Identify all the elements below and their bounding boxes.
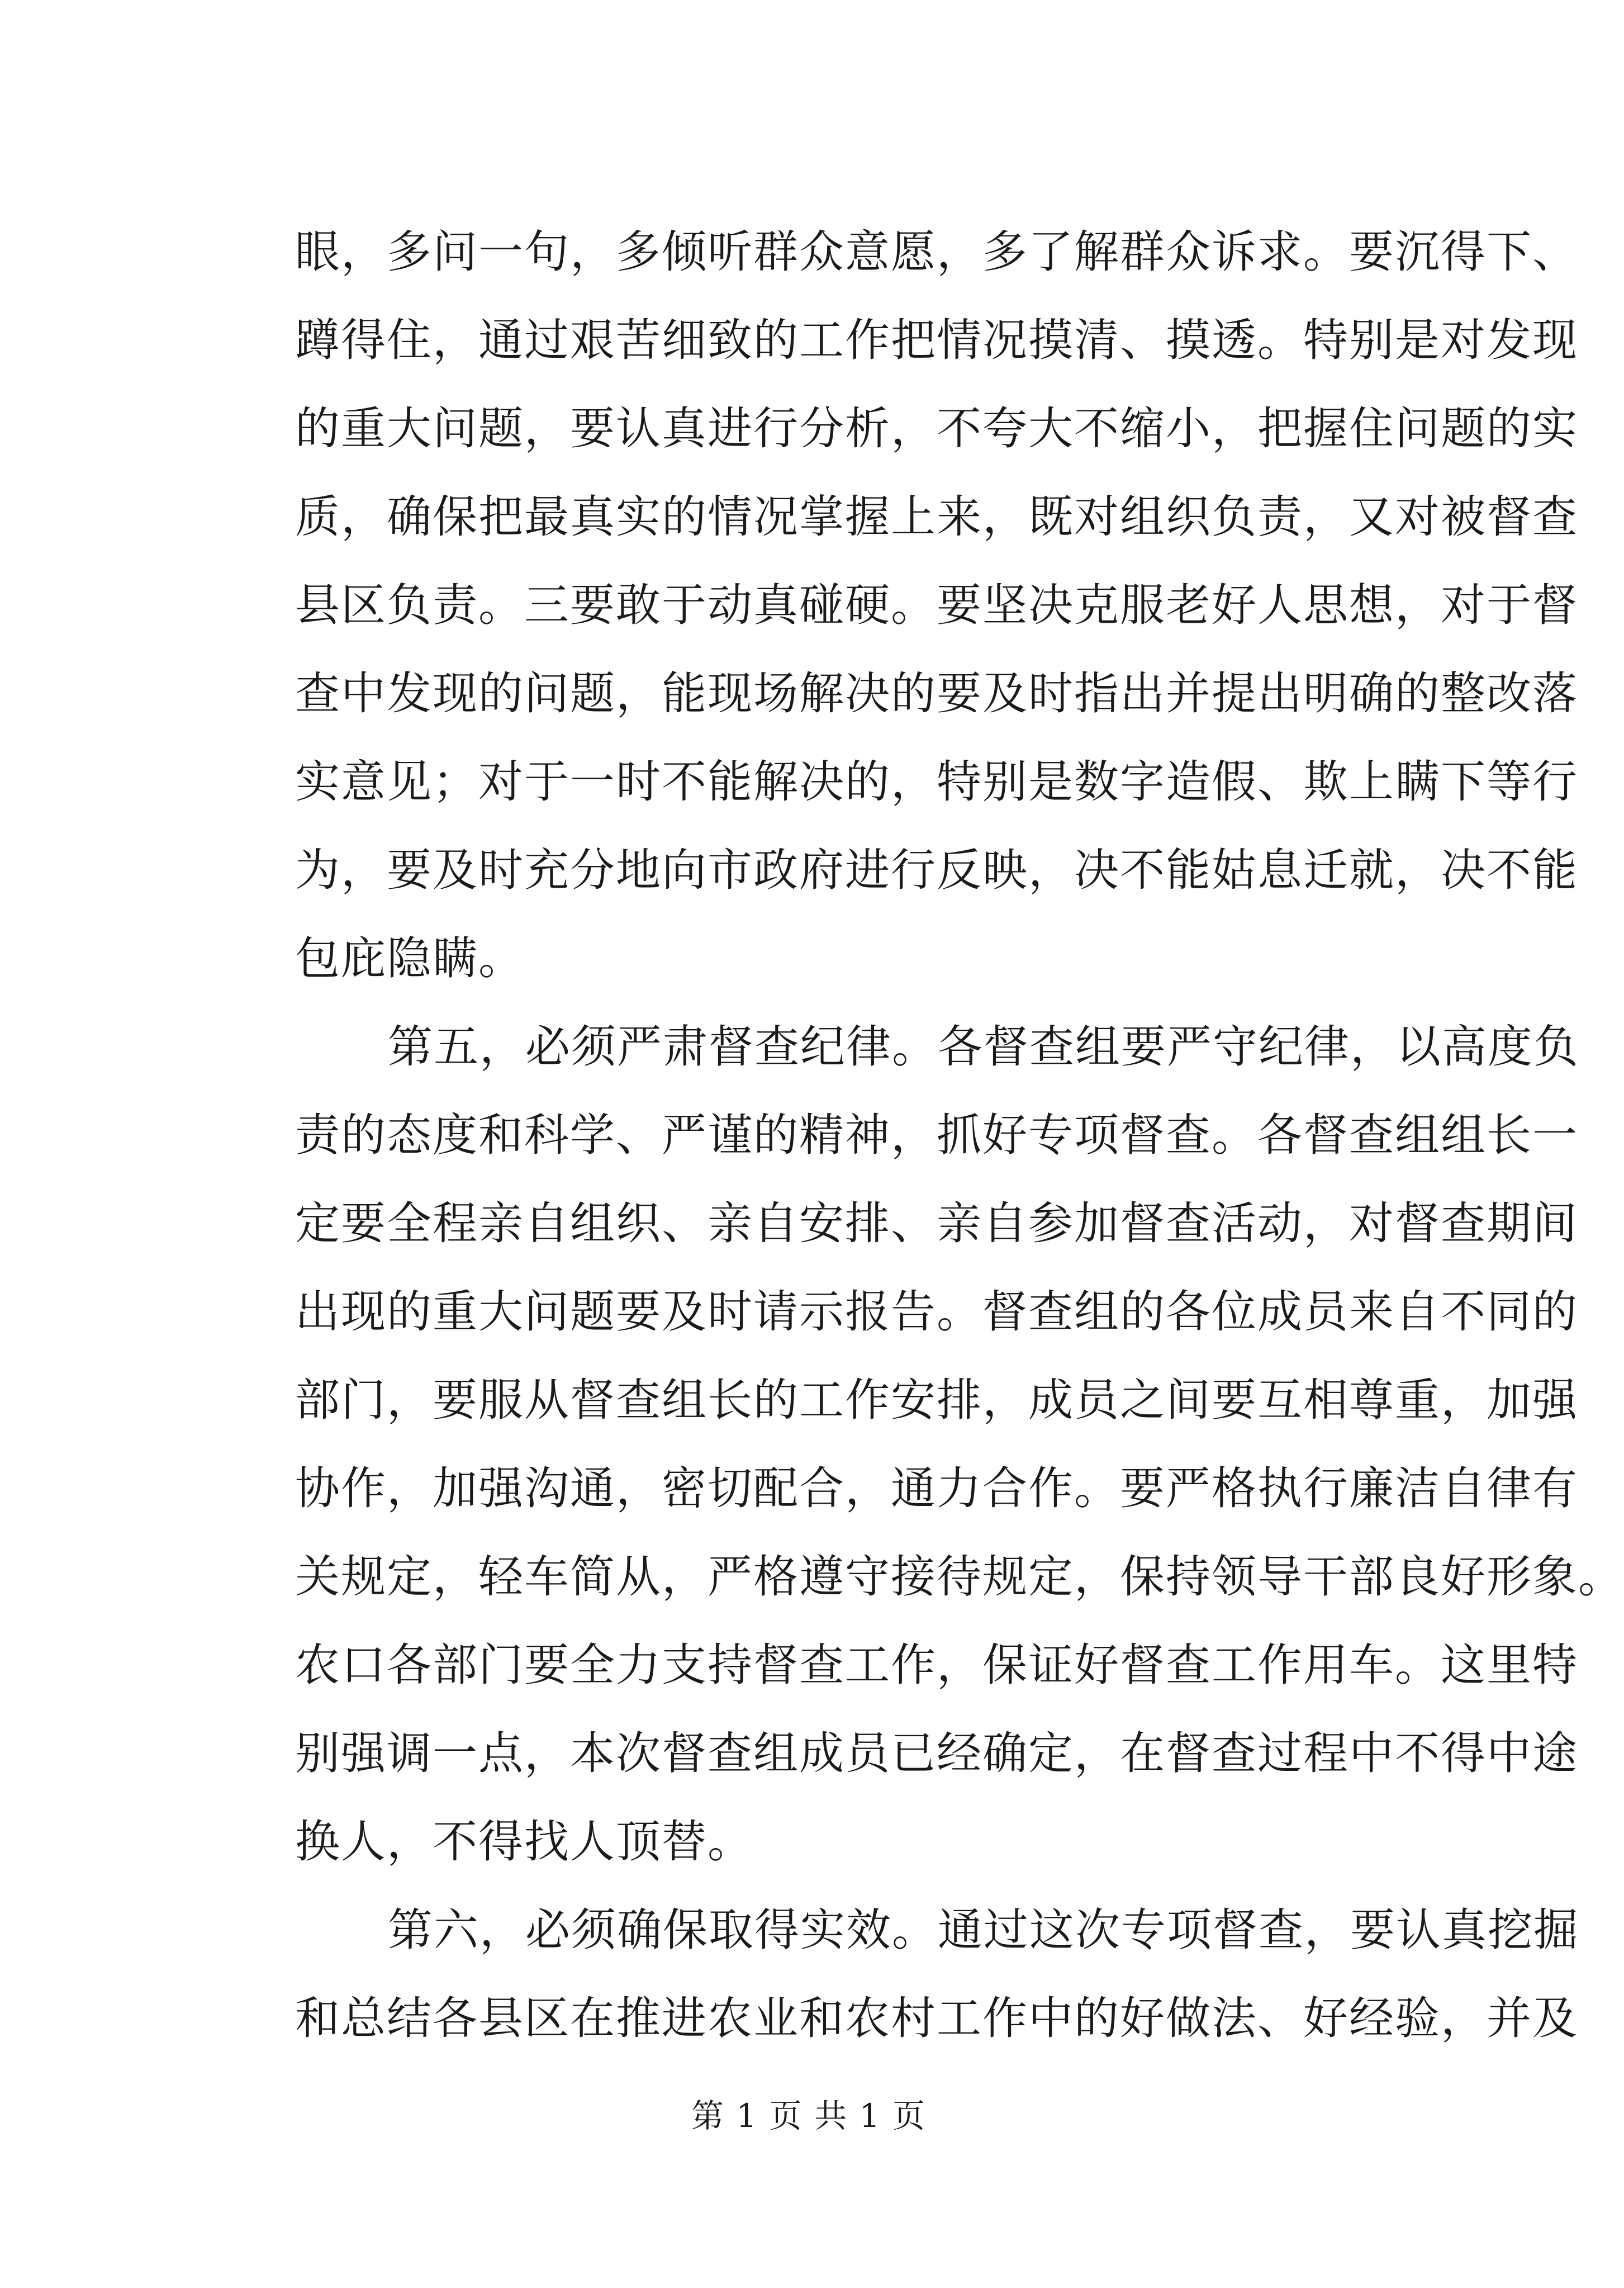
text-line: 为，要及时充分地向市政府进行反映，决不能姑息迁就，决不能	[295, 844, 1578, 896]
body-text	[295, 208, 1624, 2063]
text-line: 实意见；对于一时不能解决的，特别是数字造假、欺上瞒下等行	[295, 756, 1578, 808]
paragraph-start-line: 第五，必须严肃督查纪律。各督查组要严守纪律，以高度负	[388, 1021, 1579, 1073]
text-line: 的重大问题，要认真进行分析，不夸大不缩小，把握住问题的实	[295, 402, 1578, 454]
text-line: 协作，加强沟通，密切配合，通力合作。要严格执行廉洁自律有	[295, 1462, 1578, 1514]
text-line: 包庇隐瞒。	[295, 932, 524, 984]
paragraph-start-line: 第六，必须确保取得实效。通过这次专项督查，要认真挖掘	[388, 1904, 1579, 1956]
text-line: 责的态度和科学、严谨的精神，抓好专项督查。各督查组组长一	[295, 1109, 1578, 1161]
text-line: 出现的重大问题要及时请示报告。督查组的各位成员来自不同的	[295, 1286, 1578, 1338]
text-line: 和总结各县区在推进农业和农村工作中的好做法、好经验，并及	[295, 1992, 1578, 2044]
text-line: 部门，要服从督查组长的工作安排，成员之间要互相尊重，加强	[295, 1374, 1578, 1426]
page-footer: 第 1 页 共 1 页	[691, 2097, 926, 2135]
text-line: 换人，不得找人顶替。	[295, 1816, 753, 1868]
text-line: 质，确保把最真实的情况掌握上来，既对组织负责，又对被督查	[295, 491, 1578, 543]
text-line: 查中发现的问题，能现场解决的要及时指出并提出明确的整改落	[295, 667, 1578, 719]
text-line: 别强调一点，本次督查组成员已经确定，在督查过程中不得中途	[295, 1727, 1578, 1779]
text-line: 关规定，轻车简从，严格遵守接待规定，保持领导干部良好形象。	[295, 1551, 1624, 1603]
text-line: 蹲得住，通过艰苦细致的工作把情况摸清、摸透。特别是对发现	[295, 314, 1578, 366]
text-line: 农口各部门要全力支持督查工作，保证好督查工作用车。这里特	[295, 1639, 1578, 1691]
text-line: 定要全程亲自组织、亲自安排、亲自参加督查活动，对督查期间	[295, 1197, 1578, 1249]
text-line: 县区负责。三要敢于动真碰硬。要坚决克服老好人思想，对于督	[295, 579, 1578, 631]
text-line: 眼，多问一句，多倾听群众意愿，多了解群众诉求。要沉得下、	[295, 226, 1578, 278]
